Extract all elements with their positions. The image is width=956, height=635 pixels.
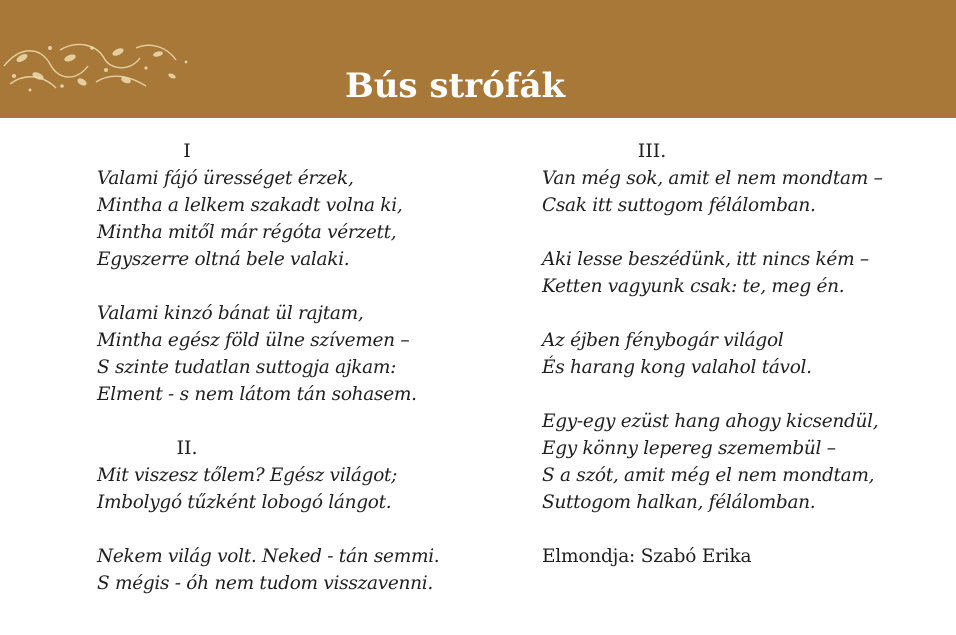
poem-line: Aki lesse beszédünk, itt nincs kém – xyxy=(542,249,869,270)
poem-line: Egy-egy ezüst hang ahogy kicsendül, xyxy=(542,411,879,432)
poem-line: Van még sok, amit el nem mondtam – xyxy=(542,168,883,189)
poem-line: Suttogom halkan, félálomban. xyxy=(542,492,816,513)
poem-line: Mintha egész föld ülne szívemen – xyxy=(97,330,410,351)
poem-line: Valami kinzó bánat ül rajtam, xyxy=(97,303,364,324)
stanza xyxy=(97,300,437,408)
poem-line: Mintha mitől már régóta vérzett, xyxy=(97,222,397,243)
poem-line: Egyszerre oltná bele valaki. xyxy=(97,249,350,270)
poem-line: Nekem világ volt. Neked - tán semmi. xyxy=(97,546,440,567)
section-number-1: I xyxy=(183,140,191,162)
stanza xyxy=(542,165,902,219)
poem-left-column xyxy=(97,138,440,597)
stanza xyxy=(97,462,437,516)
poem-line: S szinte tudatlan suttogja ajkam: xyxy=(97,357,397,378)
stanza xyxy=(542,408,902,516)
poem-line: Ketten vagyunk csak: te, meg én. xyxy=(542,276,845,297)
performer-credit: Elmondja: Szabó Erika xyxy=(542,546,752,567)
poem-line: Mintha a lelkem szakadt volna ki, xyxy=(97,195,403,216)
poem-line: S mégis - óh nem tudom visszavenni. xyxy=(97,573,433,594)
stanza xyxy=(542,246,902,300)
section-number-3: III. xyxy=(637,140,667,162)
poem-line: Mit viszesz tőlem? Egész világot; xyxy=(97,465,398,486)
poem-line: Egy könny lepereg szemembül – xyxy=(542,438,836,459)
stanza xyxy=(542,327,902,381)
poem-line: Valami fájó ürességet érzek, xyxy=(97,168,354,189)
poem-line: Elment - s nem látom tán sohasem. xyxy=(97,384,417,405)
poem-right-column xyxy=(542,138,902,570)
stanza xyxy=(97,165,437,273)
poem-line: Az éjben fénybogár világol xyxy=(542,330,784,351)
section-number-2: II. xyxy=(176,437,198,459)
poem-line: S a szót, amit még el nem mondtam, xyxy=(542,465,875,486)
poem-line: Csak itt suttogom félálomban. xyxy=(542,195,816,216)
stanza xyxy=(97,543,440,597)
page-title: Bús strófák xyxy=(344,66,566,106)
header-banner xyxy=(0,0,956,118)
poem-line: Imbolygó tűzként lobogó lángot. xyxy=(97,492,392,513)
poem-line: És harang kong valahol távol. xyxy=(542,357,812,378)
